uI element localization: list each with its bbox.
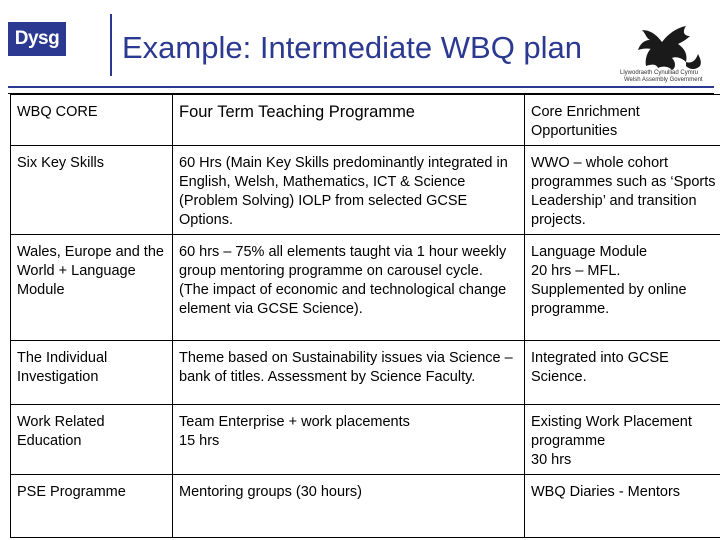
table-cell: WWO – whole cohort programmes such as ‘Sports Leadership’ and transition projects.	[525, 146, 720, 235]
crest-caption-welsh: Llywodraeth Cynulliad Cymru	[620, 70, 699, 76]
table-cell: WBQ CORE	[11, 95, 173, 146]
cell-paragraph: 20 hrs – MFL. Supplemented by online programme.	[531, 263, 687, 317]
page-title: Example: Intermediate WBQ plan	[122, 30, 583, 65]
table-cell: Theme based on Sustainability issues via Science – bank of titles. Assessment by Science Faculty.	[173, 341, 525, 405]
table-cell: Four Term Teaching Programme	[173, 95, 525, 146]
table-cell: WBQ Diaries - Mentors	[525, 475, 720, 538]
table-cell: Integrated into GCSE Science.	[525, 341, 720, 405]
table-cell: PSE Programme	[11, 475, 173, 538]
cell-paragraph: (The impact of economic and technological change element via GCSE Science).	[179, 282, 507, 317]
table-cell: Six Key Skills	[11, 146, 173, 235]
cell-paragraph: Language Module	[531, 244, 648, 260]
table-cell	[173, 405, 525, 475]
table-cell: Wales, Europe and the World + Language Module	[11, 235, 173, 341]
table-cell	[525, 405, 720, 475]
table-cell: Mentoring groups (30 hours)	[173, 475, 525, 538]
cell-paragraph: 60 hrs – 75% all elements taught via 1 hour weekly group mentoring programme on carousel cycle.	[179, 244, 507, 279]
cell-paragraph: Team Enterprise + work placements	[179, 414, 410, 430]
table-cell: The Individual Investigation	[11, 341, 173, 405]
table-row	[11, 405, 720, 475]
table-cell	[173, 235, 525, 341]
header-rule-thick	[8, 86, 714, 88]
cell-paragraph: Existing Work Placement programme	[531, 414, 692, 449]
wbq-plan-table	[10, 94, 720, 538]
table-cell: Work Related Education	[11, 405, 173, 475]
table-cell: Core Enrichment Opportunities	[525, 95, 720, 146]
logo-divider	[110, 14, 112, 76]
table-row	[11, 341, 720, 405]
table-row	[11, 146, 720, 235]
table-row	[11, 95, 720, 146]
table-row	[11, 235, 720, 341]
dysg-logo: Dysg	[8, 22, 66, 56]
cell-paragraph: 30 hrs	[531, 452, 572, 468]
table-cell: 60 Hrs (Main Key Skills predominantly integrated in English, Welsh, Mathematics, ICT & Science (Problem Solving) IOLP from selected GCSE Options.	[173, 146, 525, 235]
crest-caption-english: Welsh Assembly Government	[624, 77, 703, 83]
table-cell	[525, 235, 720, 341]
cell-paragraph: 15 hrs	[179, 433, 220, 449]
table-row	[11, 475, 720, 538]
